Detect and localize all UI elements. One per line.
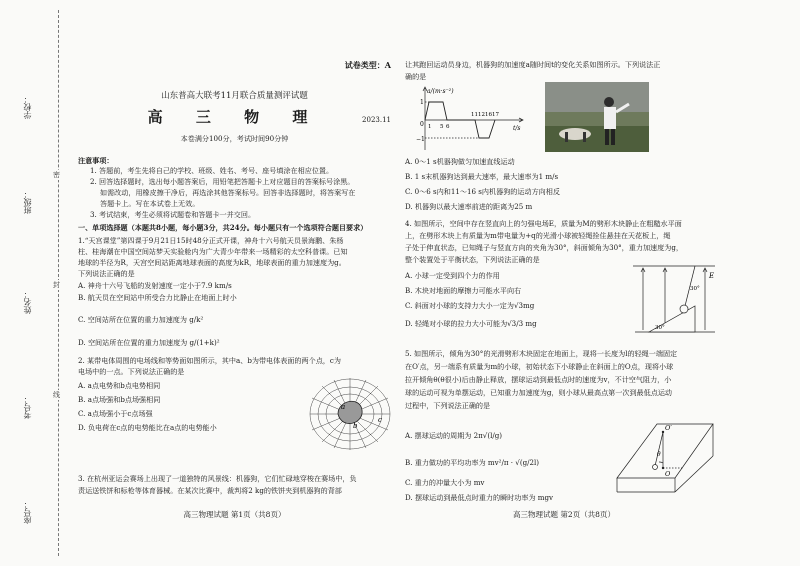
q2-option-d: D. 负电荷在c点的电势能比在a点的电势能小 [78, 423, 217, 432]
graph-tick: 17 [492, 112, 499, 118]
q5-line: 球的运动可视为单摆运动，已知重力加速度为g，则小球从最高点第一次到最低点运动 [405, 388, 673, 397]
q1-line: 柱、桂海潮在中国空间站梦天实验舱内为广大青少年带来一场精彩的太空科普课。已知 [78, 247, 348, 256]
q4-line: 整个装置处于平衡状态，下列说法正确的是 [405, 255, 540, 264]
q3-line: 3. 在杭州亚运会赛场上出现了一道独特的风景线：机器狗，它们忙碌地穿梭在赛场中，负 [78, 474, 357, 483]
school-label: 学校： [23, 95, 32, 119]
q1-line: 1.“天宫课堂”第四课于9月21日15时48分正式开课，神舟十六号航天员景海鹏、朱杨 [78, 236, 344, 245]
q1-line: 地球的半径为R，天宫空间站距离地球表面的高度为kR，地球表面的重力加速度为g。 [78, 258, 346, 267]
q5-line: 拉开倾角θ(θ很小)后由静止释放，摆球运动到最低点时的速度为v，不计空气阻力，小 [405, 375, 672, 384]
class-label: 班级： [23, 190, 32, 214]
q4-option-a: A. 小球一定受到四个力的作用 [405, 271, 500, 280]
q2-line: 电场中的一点。下列说法正确的是 [78, 367, 185, 376]
q5-line: 过程中，下列说法正确的是 [405, 401, 491, 410]
bottom-label: O [665, 470, 671, 478]
incline-pendulum-figure [613, 416, 717, 494]
exam-title: 山东普高大联考11月联合质量测评试题 [161, 91, 308, 101]
graph-tick: 16 [485, 112, 492, 118]
graph-tick: 11 [471, 112, 478, 118]
ball [680, 305, 688, 313]
wedge-field-figure [631, 262, 717, 338]
q3-option-d: D. 机器狗以最大速率前进的距离为25 m [405, 202, 533, 211]
note-item: 答题卡上。写在本试卷上无效。 [100, 199, 200, 208]
fold-mark: 密 [53, 171, 60, 179]
seat-number-label: 座号： [23, 500, 32, 524]
fold-mark: 线 [53, 391, 60, 399]
field-label-e: E [709, 272, 715, 280]
note-item: 3. 考试结束，考生必须将试题卷和答题卡一并交回。 [90, 210, 256, 219]
q5-option-a: A. 摆球运动的周期为 2π√(l/g) [405, 431, 503, 440]
binding-strip [22, 95, 42, 535]
acceleration-time-graph [415, 84, 527, 156]
q4-option-b: B. 木块对地面的摩擦力可能水平向右 [405, 286, 522, 295]
q3-option-b: B. 1 s末机器狗达到最大速率，最大速率为1 m/s [405, 172, 559, 181]
electric-field-figure [308, 376, 392, 452]
exam-date: 2023.11 [362, 116, 391, 124]
pivot-label: O′ [665, 424, 672, 432]
q3-cont-line: 让其跑回运动员身边，机器狗的加速度a随时间t的变化关系如图所示。下列说法正 [405, 60, 661, 69]
graph-tick: 12 [478, 112, 485, 118]
q5-option-d: D. 摆球运动到最低点时重力的瞬时功率为 mgv [405, 493, 554, 502]
q3-option-a: A. 0～1 s机器狗做匀加速直线运动 [405, 157, 515, 166]
graph-y-neg: −1 [416, 136, 425, 143]
q2-option-a: A. a点电势和b点电势相同 [78, 381, 161, 390]
subject-title: 高 三 物 理 [147, 108, 322, 126]
q3-option-c: C. 0～6 s内和11～16 s内机器狗的运动方向相反 [405, 187, 560, 196]
robot-dog-photo [545, 82, 649, 152]
graph-tick: 5 [440, 124, 444, 130]
exam-number-label: 考号： [23, 395, 32, 419]
graph-y-pos: 1 [420, 99, 424, 106]
slope-angle: 30° [655, 325, 665, 331]
note-item: 如需改动，用橡皮擦干净后，再选涂其他答案标号。回答非选择题时，将答案写在 [100, 188, 356, 197]
q1-option-a: A. 神舟十六号飞船的发射速度一定小于7.9 km/s [78, 281, 232, 290]
graph-ylabel: a/(m·s⁻²) [427, 88, 454, 95]
q2-line: 2. 某带电体周围的电场线和等势面如图所示，其中a、b为带电体表面的两个点，c为 [78, 356, 341, 365]
q4-option-d: D. 轻绳对小球的拉力大小可能为√3/3 mg [405, 319, 537, 328]
fold-line [53, 10, 60, 556]
q1-option-d: D. 空间站所在位置的重力加速度为 g/(1+k)² [78, 338, 220, 347]
fold-mark: 封 [53, 281, 60, 289]
theta-label: θ [657, 451, 661, 458]
exam-info: 本卷满分100分，考试时间90分钟 [180, 134, 289, 143]
graph-tick: 6 [446, 124, 450, 130]
q3-line: 责运送铁饼和标枪等体育器械。在某次比赛中，裁判将2 kg的铁饼夹到机器狗的背部 [78, 486, 342, 495]
q4-line: 子处于伸直状态，已知绳子与竖直方向的夹角为30°，斜面倾角为30°，重力加速度为g， [405, 243, 683, 252]
q2-option-b: B. a点场强和b点场强相同 [78, 395, 161, 404]
page-footer: 高三物理试题 第2页（共8页） [513, 510, 615, 519]
right-column [405, 0, 723, 566]
paper-type: 试卷类型：A [344, 60, 391, 70]
q5-option-c: C. 重力的冲量大小为 mv [405, 478, 485, 487]
page-footer: 高三物理试题 第1页（共8页） [183, 510, 286, 519]
note-item: 1. 答题前，考生先将自己的学校、班级、姓名、考号、座号填涂在相应位置。 [90, 166, 334, 175]
q5-line: 在O′点，另一端系有质量为m的小球，初始状态下小球静止在斜面上的O点，现将小球 [405, 362, 674, 371]
note-item: 2. 回答选择题时，选出每小题答案后，用铅笔把答题卡上对应题目的答案标号涂黑。 [90, 177, 355, 186]
graph-xlabel: t/s [513, 125, 521, 132]
q5-line: 5. 如图所示，倾角为30°的光滑劈形木块固定在地面上，现将一长度为l的轻绳一端固定 [405, 349, 678, 358]
q1-line: 下列说法正确的是 [78, 269, 135, 278]
rope-angle: 30° [690, 286, 700, 292]
label-a: a [341, 403, 346, 411]
left-column [78, 0, 391, 566]
q4-line: 上，在劈形木块上有质量为m带电量为+q的光滑小球被轻绳拴住悬挂在天花板上，绳 [405, 231, 671, 240]
label-c: c [378, 416, 382, 424]
graph-origin: 0 [420, 121, 424, 128]
pendulum-ball [653, 465, 658, 470]
label-b: b [353, 422, 358, 430]
q1-option-b: B. 航天员在空间站中所受合力比静止在地面上时小 [78, 293, 237, 302]
section-heading: 一、单项选择题（本题共8小题，每小题3分，共24分。每小题只有一个选项符合题目要求） [78, 223, 368, 232]
graph-tick: 1 [428, 124, 432, 130]
notes-heading: 注意事项： [78, 156, 114, 165]
q3-cont-line: 确的是 [405, 72, 427, 81]
q4-line: 4. 如图所示，空间中存在竖直向上的匀强电场E，质量为M的劈形木块静止在粗糙水平面 [405, 219, 682, 228]
q2-option-c: C. a点场强小于c点场强 [78, 409, 153, 418]
name-label: 姓名： [23, 290, 32, 314]
q4-option-c: C. 斜面对小球的支持力大小一定为√3mg [405, 301, 535, 310]
q1-option-c: C. 空间站所在位置的重力加速度为 g/k² [78, 315, 204, 324]
q5-option-b: B. 重力做功的平均功率为 mv²/π · √(g/2l) [405, 458, 540, 467]
